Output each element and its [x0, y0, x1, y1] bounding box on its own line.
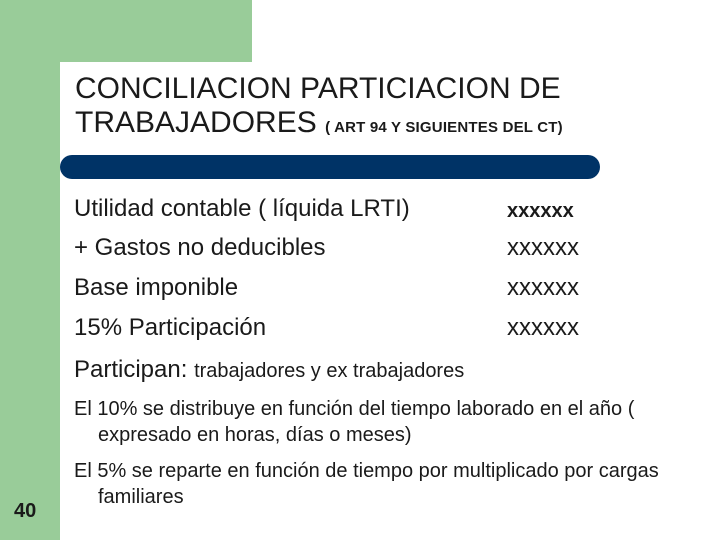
title-line-1: CONCILIACION PARTICIACION DE [75, 72, 561, 105]
title-line-2: TRABAJADORES [75, 106, 317, 139]
page-number: 40 [14, 500, 37, 522]
row-label-base: Base imponible [74, 274, 239, 301]
green-decor-left [0, 0, 60, 540]
row-value-base: xxxxxx [507, 274, 579, 301]
slide-title [75, 72, 715, 145]
row-value-utilidad: xxxxxx [507, 200, 574, 222]
row-value-gastos: xxxxxx [507, 234, 579, 261]
row-value-participacion: xxxxxx [507, 314, 579, 341]
participan-text: trabajadores y ex trabajadores [194, 360, 465, 382]
title-divider-bar [60, 155, 600, 179]
participan-line [74, 356, 464, 384]
row-label-utilidad: Utilidad contable ( líquida LRTI) [74, 195, 410, 222]
title-subtitle: ( ART 94 Y SIGUIENTES DEL CT) [325, 119, 563, 136]
row-label-gastos: + Gastos no deducibles [74, 234, 326, 261]
paragraph-5-percent: El 5% se reparte en función de tiempo por multiplicado por cargas familiares [74, 460, 659, 508]
participan-label: Participan: [74, 356, 188, 383]
paragraph-10-percent: El 10% se distribuye en función del tiempo laborado en el año ( expresado en horas, días o meses) [74, 398, 635, 446]
row-label-participacion: 15% Participación [74, 314, 267, 341]
